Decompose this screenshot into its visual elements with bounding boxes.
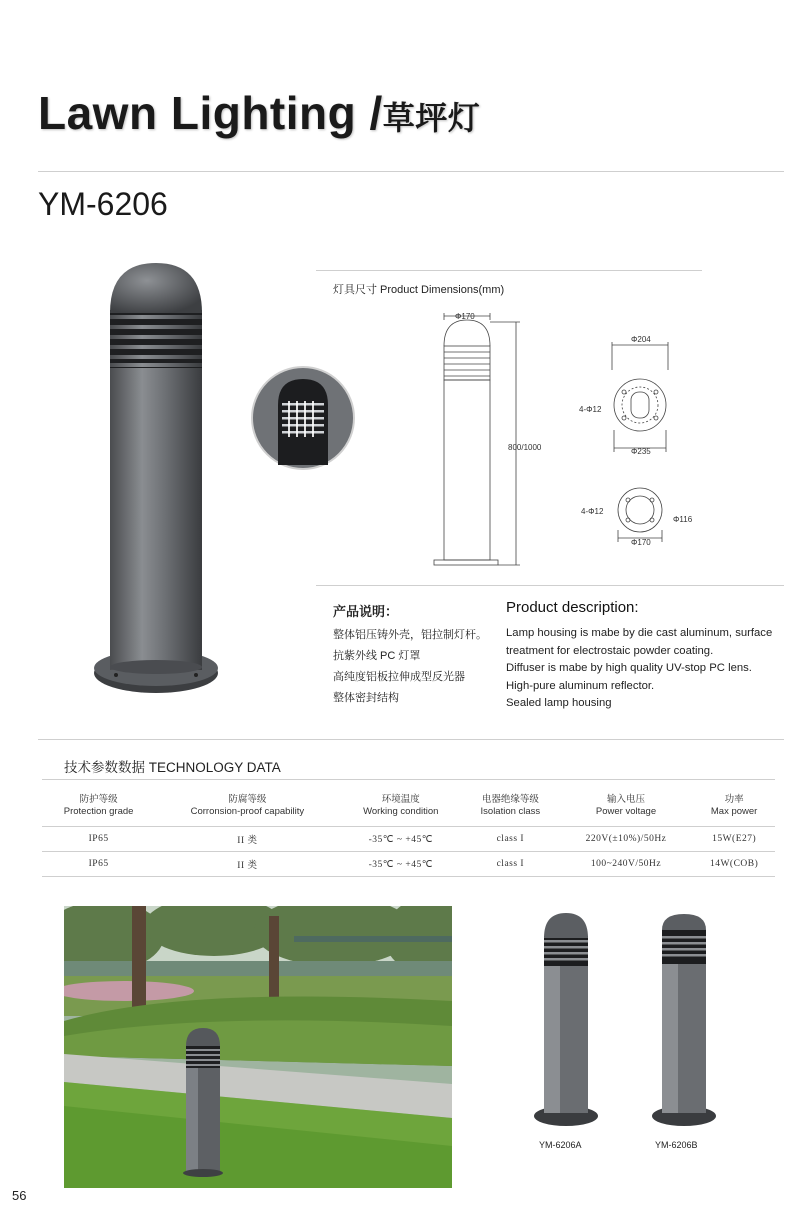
header-power-voltage: 输入电压 Power voltage [595,794,657,817]
title-divider [38,171,784,172]
table-cell: II 类 [155,852,339,877]
table-row [42,827,775,852]
table-cell: class I [462,827,559,852]
dimension-drawing-side [420,308,550,570]
variant-a-photo [530,908,602,1133]
header-protection: 防护等级 Protection grade [63,794,134,817]
title-chinese: 草坪灯 [382,100,481,136]
dimensions-top-divider [316,270,702,271]
header-max-power: 功率 Max power [710,794,758,817]
table-cell: -35℃ ~ +45℃ [340,827,462,852]
dim-base-plate-top: Φ204 [631,335,651,344]
page-number: 56 [12,1188,27,1203]
table-header-row [42,790,775,827]
header-working-condition: 环境温度 Working condition [363,794,439,817]
dim-base-plate-outer: Φ235 [631,447,651,456]
description-cn-line: 高纯度铝板拉伸成型反光器 [333,671,465,683]
table-cell: 15W(E27) [693,827,775,852]
table-cell: IP65 [42,827,155,852]
tech-data-table [42,790,775,877]
table-cell: II 类 [155,827,339,852]
description-cn-line: 整体密封结构 [333,692,399,704]
product-photo-main [86,255,226,700]
dim-top-diameter: Φ170 [455,312,475,321]
description-en-line: Sealed lamp housing [506,697,612,709]
description-en [506,625,796,713]
description-cn-line: 抗紫外线 PC 灯罩 [333,650,421,662]
table-cell: class I [462,852,559,877]
dim-base-bottom: Φ170 [631,538,651,547]
table-cell: 220V(±10%)/50Hz [559,827,693,852]
description-en-line: Lamp housing is mabe by die cast aluminum, surface [506,627,773,639]
table-cell: 14W(COB) [693,852,775,877]
model-number: YM-6206 [38,186,168,222]
dim-base-holes-top: 4-Φ12 [579,405,602,414]
table-cell: 100~240V/50Hz [559,852,693,877]
dim-height: 800/1000 [508,443,542,452]
description-cn-title: 产品说明： [333,604,399,619]
detail-closeup-photo [250,365,356,471]
title-english: Lawn Lighting / [38,87,383,139]
description-en-line: treatment for electrostaic powder coating. [506,644,714,657]
description-cn-line: 整体铝压铸外壳，铝拉制灯杆。 [333,629,487,641]
installation-scene-photo [64,906,452,1188]
variant-b-photo [648,908,720,1133]
table-row [42,852,775,877]
description-en-title: Product description: [506,599,639,616]
table-cell: IP65 [42,852,155,877]
description-en-line: Diffuser is mabe by high quality UV-stop PC lens. [506,662,752,674]
description-divider [316,585,784,586]
header-corrosion: 防腐等级 Corronsion-proof capability [190,794,305,817]
table-cell: -35℃ ~ +45℃ [340,852,462,877]
tech-top-divider [38,739,784,740]
dim-base-holes-bottom: 4-Φ12 [581,507,604,516]
tech-data-title: 技术参数数据 TECHNOLOGY DATA [64,760,281,775]
tech-title-divider [42,779,775,780]
description-cn [333,625,487,709]
dim-base-inner: Φ116 [673,515,693,524]
description-en-line: High-pure aluminum reflector. [506,679,655,692]
page-title [38,86,480,140]
variant-a-label: YM-6206A [539,1140,582,1150]
dimension-drawing-base [600,330,680,555]
variant-b-label: YM-6206B [655,1140,698,1150]
header-isolation: 电器绝缘等级 Isolation class [480,794,541,817]
dimensions-title: 灯具尺寸 Product Dimensions(mm) [333,284,505,296]
